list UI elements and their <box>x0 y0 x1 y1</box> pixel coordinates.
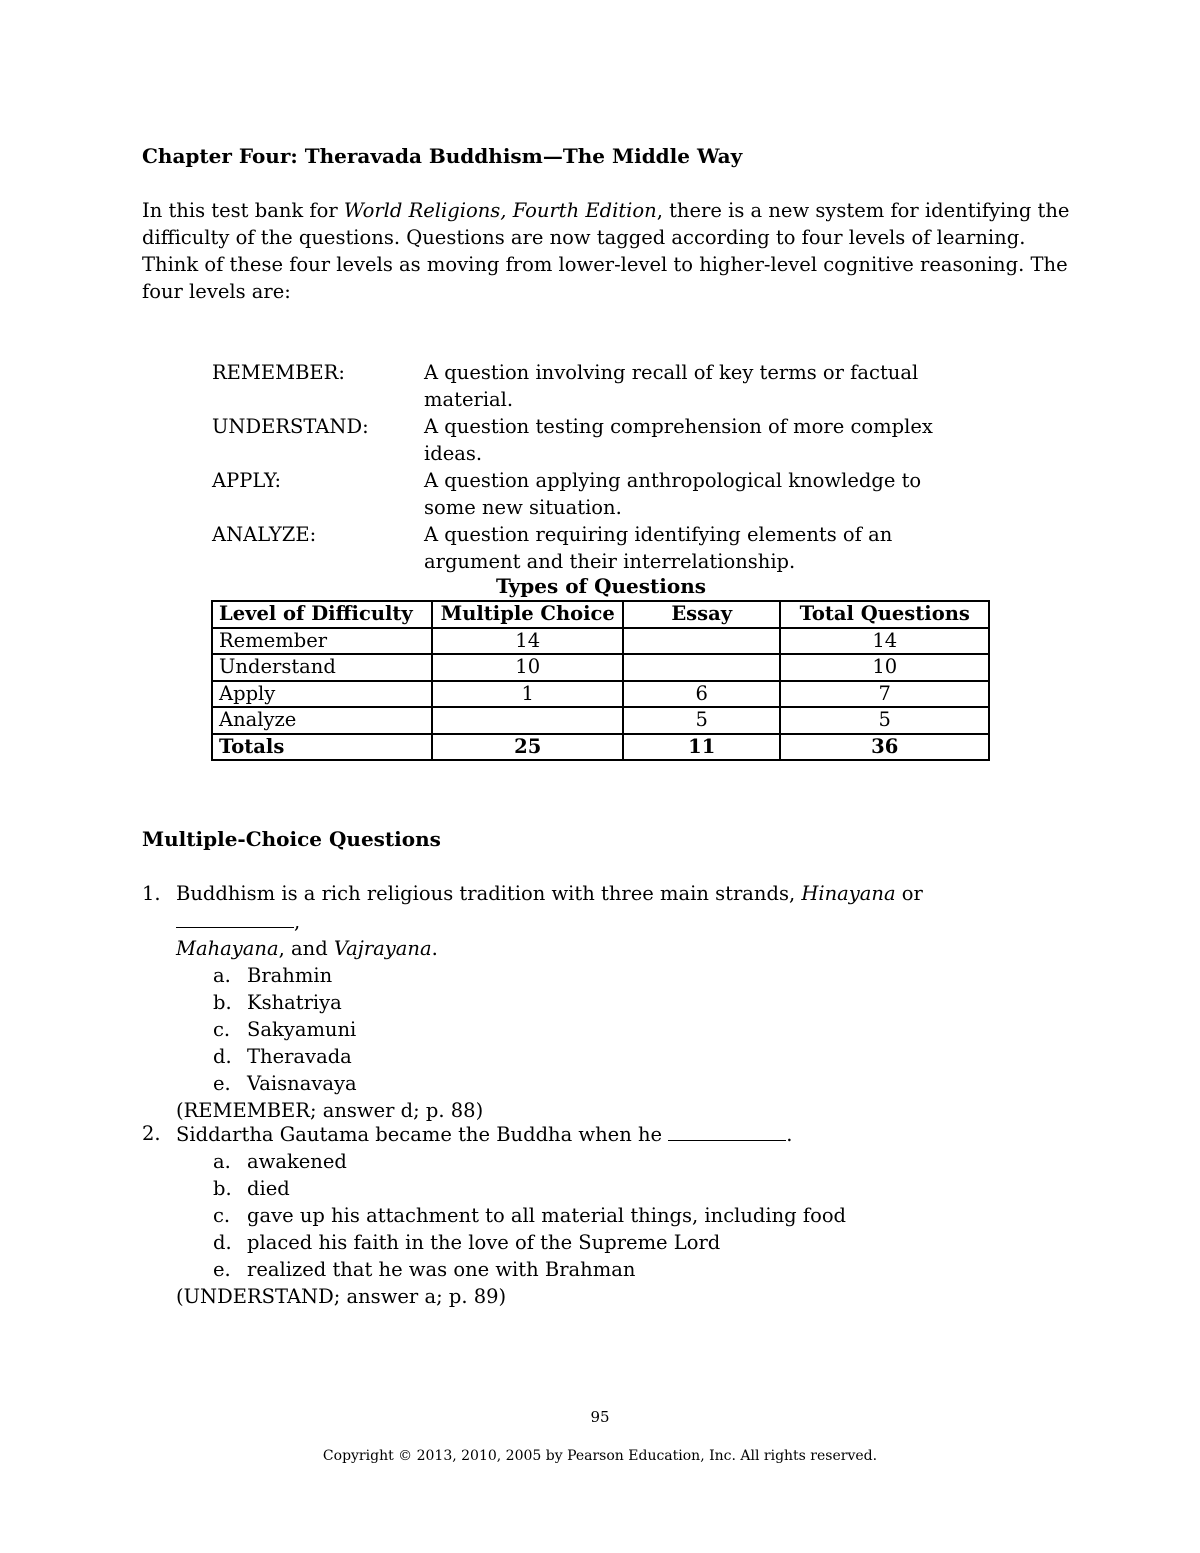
option-item <box>213 1016 1042 1043</box>
stem-text: Siddartha Gautama became the Buddha when he <box>176 1123 669 1146</box>
table-cell: 14 <box>432 628 623 655</box>
option-text: awakened <box>247 1150 347 1173</box>
level-description: A question requiring identifying elements of an argument and their interrelationship. <box>424 523 893 573</box>
table-cell: 5 <box>780 707 989 734</box>
table-cell: 7 <box>780 681 989 708</box>
question-1 <box>142 880 1042 1124</box>
answer-blank <box>668 1120 786 1141</box>
table-cell: 14 <box>780 628 989 655</box>
option-letter: b. <box>213 1177 232 1200</box>
table-row <box>212 654 989 681</box>
option-letter: e. <box>213 1072 231 1095</box>
question-meta: (REMEMBER; answer d; p. 88) <box>176 1099 484 1122</box>
level-term: APPLY: <box>212 469 282 492</box>
stem-italic-text: Vajrayana <box>333 937 432 960</box>
intro-text-after: , there is a new system for identifying the difficulty of the questions. Questions are now tagged according to four levels of learning. Think of these four levels as moving from lower-level to higher-level cognitive reasoning. The four levels are: <box>142 199 1070 303</box>
table-header: Multiple Choice <box>432 601 623 628</box>
table-cell: 1 <box>432 681 623 708</box>
level-term: REMEMBER: <box>212 361 345 384</box>
question-stem <box>142 880 1042 962</box>
question-text <box>176 880 1042 962</box>
table-row <box>212 707 989 734</box>
table-cell: 25 <box>432 734 623 761</box>
option-letter: c. <box>213 1204 231 1227</box>
option-letter: d. <box>213 1231 232 1254</box>
intro-paragraph <box>142 197 1082 305</box>
option-letter: d. <box>213 1045 232 1068</box>
table-cell: Understand <box>212 654 432 681</box>
option-text: Vaisnavaya <box>247 1072 357 1095</box>
stem-text: . <box>431 937 438 960</box>
question-number: 2. <box>142 1122 161 1145</box>
table-cell <box>623 628 781 655</box>
stem-italic-text: Mahayana <box>176 937 279 960</box>
table-cell: 10 <box>780 654 989 681</box>
level-description: A question applying anthropological knowledge to some new situation. <box>424 469 922 519</box>
book-title: World Religions, Fourth Edition <box>343 199 657 222</box>
table-row <box>212 681 989 708</box>
option-text: Kshatriya <box>247 991 342 1014</box>
level-row-understand <box>212 413 1012 467</box>
option-letter: b. <box>213 991 232 1014</box>
option-letter: c. <box>213 1018 231 1041</box>
stem-italic-text: Hinayana <box>801 882 896 905</box>
option-text: Sakyamuni <box>247 1018 357 1041</box>
question-types-table <box>211 600 990 761</box>
intro-text-before: In this test bank for <box>142 199 344 222</box>
option-item <box>213 1202 1042 1229</box>
option-text: gave up his attachment to all material things, including food <box>247 1204 847 1227</box>
stem-text: or <box>895 882 923 905</box>
option-item <box>213 962 1042 989</box>
option-list <box>142 962 1042 1097</box>
stem-text: Buddhism is a rich religious tradition with three main strands, <box>176 882 802 905</box>
option-item <box>213 1175 1042 1202</box>
option-list <box>142 1148 1042 1283</box>
question-text <box>176 1120 1042 1148</box>
option-text: died <box>247 1177 290 1200</box>
option-text: realized that he was one with Brahman <box>247 1258 636 1281</box>
chapter-title: Chapter Four: Theravada Buddhism—The Middle Way <box>142 144 743 168</box>
option-item <box>213 1043 1042 1070</box>
table-cell <box>432 707 623 734</box>
table-header: Level of Difficulty <box>212 601 432 628</box>
page-number: 95 <box>590 1408 610 1426</box>
option-letter: a. <box>213 1150 231 1173</box>
table-cell: 6 <box>623 681 781 708</box>
copyright-notice: Copyright © 2013, 2010, 2005 by Pearson Education, Inc. All rights reserved. <box>322 1448 878 1464</box>
table-header: Essay <box>623 601 781 628</box>
question-meta: (UNDERSTAND; answer a; p. 89) <box>176 1285 507 1308</box>
level-description: A question testing comprehension of more complex ideas. <box>424 415 933 465</box>
table-header: Total Questions <box>780 601 989 628</box>
level-term: ANALYZE: <box>212 523 317 546</box>
level-row-remember <box>212 359 1012 413</box>
level-description: A question involving recall of key terms or factual material. <box>424 361 919 411</box>
table-cell: Remember <box>212 628 432 655</box>
table-cell: 11 <box>623 734 781 761</box>
table-cell <box>623 654 781 681</box>
table-cell: 10 <box>432 654 623 681</box>
level-row-analyze <box>212 521 1012 575</box>
table-totals-row <box>212 734 989 761</box>
level-term: UNDERSTAND: <box>212 415 369 438</box>
table-cell: Analyze <box>212 707 432 734</box>
question-2 <box>142 1120 1042 1310</box>
table-row <box>212 628 989 655</box>
levels-list <box>212 359 1012 575</box>
option-item <box>213 989 1042 1016</box>
stem-text: , <box>294 910 301 933</box>
stem-text: . <box>786 1123 793 1146</box>
option-text: placed his faith in the love of the Supreme Lord <box>247 1231 721 1254</box>
option-letter: e. <box>213 1258 231 1281</box>
section-title: Multiple-Choice Questions <box>142 827 441 851</box>
stem-text: , and <box>278 937 334 960</box>
table-header-row <box>212 601 989 628</box>
table-title: Types of Questions <box>495 574 707 598</box>
option-item <box>213 1229 1042 1256</box>
option-text: Brahmin <box>247 964 333 987</box>
table-cell: Totals <box>212 734 432 761</box>
answer-blank <box>176 907 294 928</box>
question-stem <box>142 1120 1042 1148</box>
table-cell: Apply <box>212 681 432 708</box>
question-number: 1. <box>142 882 161 905</box>
option-item <box>213 1070 1042 1097</box>
option-text: Theravada <box>247 1045 352 1068</box>
option-letter: a. <box>213 964 231 987</box>
table-cell: 36 <box>780 734 989 761</box>
table-cell: 5 <box>623 707 781 734</box>
option-item <box>213 1148 1042 1175</box>
level-row-apply <box>212 467 1012 521</box>
option-item <box>213 1256 1042 1283</box>
